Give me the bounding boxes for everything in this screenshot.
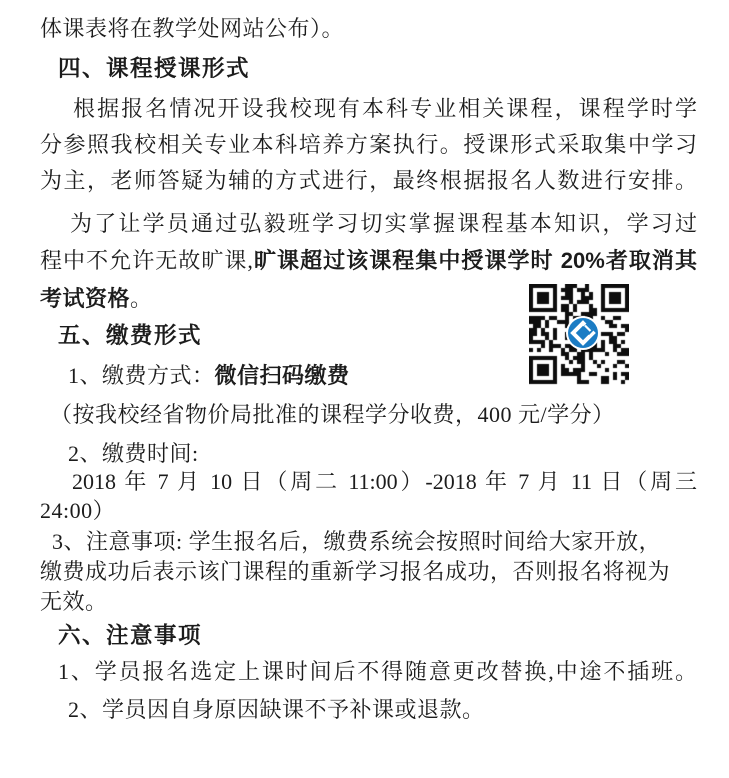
text-run: （按我校经省物价局批准的课程学分收费，400 元/学分） — [50, 402, 615, 427]
text-line — [68, 694, 485, 726]
text-run: 1、缴费方式： — [68, 363, 215, 388]
text-line — [58, 656, 697, 688]
text-run: 2、缴费时间: — [68, 441, 199, 466]
bold-text-run: 考试资格 — [40, 286, 131, 311]
text-run: 为主，老师答疑为辅的方式进行，最终根据报名人数进行安排。 — [40, 168, 697, 193]
text-run: 。 — [130, 286, 153, 311]
text-line — [40, 165, 697, 197]
text-line — [52, 526, 661, 558]
text-line — [40, 586, 108, 618]
text-run: 为了让学员通过弘毅班学习切实掌握课程基本知识，学习过 — [70, 211, 697, 236]
bold-text-run: 旷课超过该课程集中授课学时 20%者取消其 — [252, 248, 697, 273]
text-line — [40, 129, 697, 161]
text-run: 3、注意事项: 学生报名后，缴费系统会按照时间给大家开放， — [52, 529, 662, 554]
text-line — [40, 13, 344, 45]
section-heading — [58, 53, 250, 85]
text-run: 体课表将在教学处网站公布）。 — [40, 16, 345, 41]
text-line — [72, 466, 697, 498]
section-heading — [58, 320, 202, 352]
bold-text-run: 五、缴费形式 — [58, 323, 203, 348]
text-run: 24:00） — [40, 498, 116, 523]
bank-logo-icon — [566, 316, 600, 350]
text-run: 2、学员因自身原因缺课不予补课或退款。 — [68, 697, 485, 722]
text-line — [73, 93, 697, 125]
bold-text-run: 六、注意事项 — [58, 623, 203, 648]
text-run: 根据报名情况开设我校现有本科专业相关课程，课程学时学 — [73, 96, 697, 121]
text-line — [70, 208, 697, 240]
text-run: 2018 年 7 月 10 日（周二 11:00）-2018 年 7 月 11 日（周三 — [72, 469, 697, 494]
text-run: 缴费成功后表示该门课程的重新学习报名成功，否则报名将视为 — [40, 559, 671, 584]
bold-text-run: 四、课程授课形式 — [58, 56, 251, 81]
text-line — [50, 399, 615, 431]
text-run: 程中不允许无故旷课, — [40, 248, 253, 273]
bold-text-run: 微信扫码缴费 — [214, 363, 350, 388]
section-heading — [58, 620, 202, 652]
text-line — [40, 495, 115, 527]
text-run: 无效。 — [40, 589, 108, 614]
text-line — [68, 360, 350, 392]
text-line — [40, 245, 697, 277]
text-line — [40, 283, 153, 315]
bank-logo-glyph — [568, 318, 598, 348]
text-run: 分参照我校相关专业本科培养方案执行。授课形式采取集中学习 — [40, 132, 697, 157]
text-line — [40, 556, 670, 588]
text-run: 1、学员报名选定上课时间后不得随意更改替换,中途不插班。 — [58, 659, 697, 684]
